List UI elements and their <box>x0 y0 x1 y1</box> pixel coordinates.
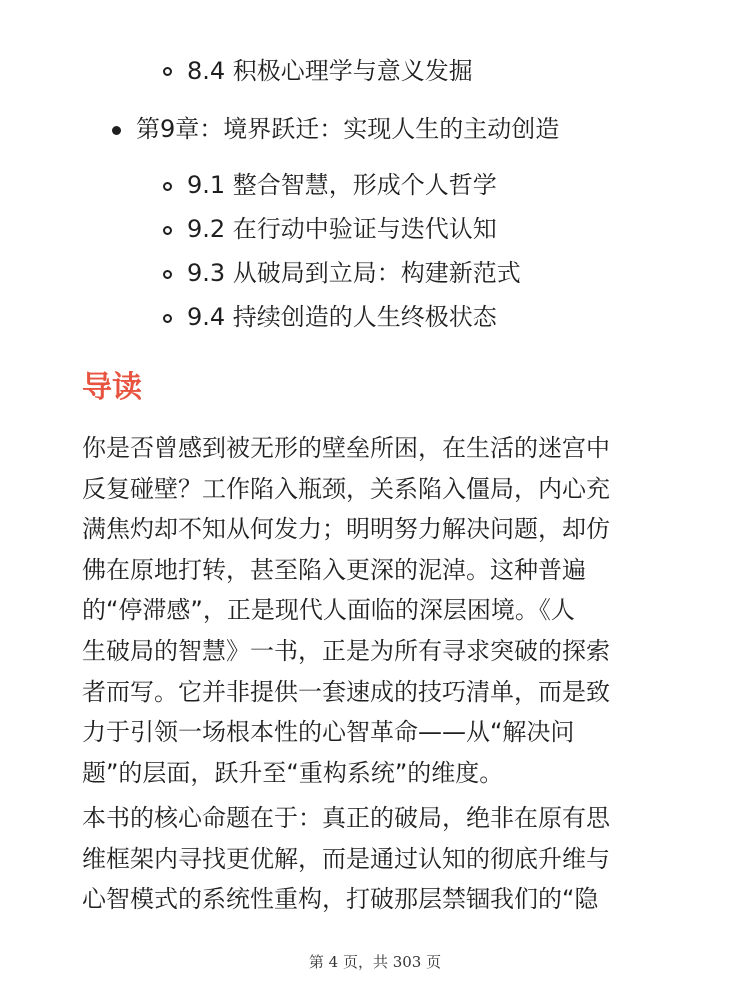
toc-item-8-4: 8.4 积极心理学与意义发掘 <box>187 57 473 85</box>
paragraph-line: 心智模式的系统性重构，打破那层禁锢我们的“隐 <box>82 885 599 914</box>
intro-paragraph-1 <box>82 428 610 793</box>
toc-item-9-2: 9.2 在行动中验证与迭代认知 <box>187 215 497 243</box>
paragraph-line: 者而写。它并非提供一套速成的技巧清单，而是致 <box>82 677 610 706</box>
disc-bullet-icon <box>112 126 121 135</box>
paragraph-line: 你是否曾感到被无形的壁垒所困，在生活的迷宫中 <box>82 434 610 462</box>
paragraph-line: 生破局的智慧》一书，正是为所有寻求突破的探索 <box>82 636 610 665</box>
toc-item-chapter-9: 第9章：境界跃迁：实现人生的主动创造 <box>136 115 560 143</box>
circle-bullet-icon <box>163 314 172 323</box>
page-number-footer: 第 4 页，共 303 页 <box>308 953 442 971</box>
toc-item-9-4: 9.4 持续创造的人生终极状态 <box>187 303 497 331</box>
paragraph-line: 维框架内寻找更优解，而是通过认知的彻底升维与 <box>82 844 610 873</box>
paragraph-line: 力于引领一场根本性的心智革命——从“解决问 <box>82 718 575 747</box>
paragraph-line: 佛在原地打转，甚至陷入更深的泥淖。这种普遍 <box>82 555 586 584</box>
circle-bullet-icon <box>163 270 172 279</box>
paragraph-line: 满焦灼却不知从何发力；明明努力解决问题，却仿 <box>82 515 610 544</box>
section-heading: 导读 <box>82 370 142 405</box>
toc-item-9-3: 9.3 从破局到立局：构建新范式 <box>187 259 521 287</box>
toc-item-9-1: 9.1 整合智慧，形成个人哲学 <box>187 171 497 199</box>
intro-paragraph-2 <box>82 798 610 920</box>
paragraph-line: 本书的核心命题在于：真正的破局，绝非在原有思 <box>82 804 610 832</box>
circle-bullet-icon <box>163 182 172 191</box>
circle-bullet-icon <box>163 226 172 235</box>
circle-bullet-icon <box>163 67 172 76</box>
paragraph-line: 的“停滞感”，正是现代人面临的深层困境。《人 <box>82 596 575 625</box>
paragraph-line: 反复碰壁？工作陷入瓶颈，关系陷入僵局，内心充 <box>82 474 610 503</box>
paragraph-line: 题”的层面，跃升至“重构系统”的维度。 <box>82 758 504 787</box>
